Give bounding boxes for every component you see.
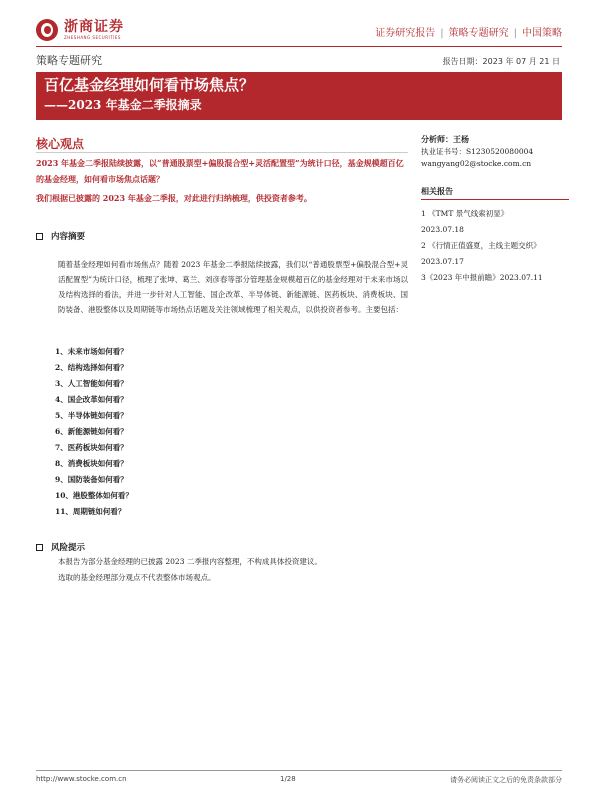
logo-icon: [36, 19, 58, 41]
analyst-email[interactable]: wangyang02@stocke.com.cn: [421, 159, 532, 168]
header-nav-item: 中国策略: [522, 28, 562, 39]
summary-paragraph: 随着基金经理如何看市场焦点？随着 2023 年基金二季报陆续披露，我们以“普通股票型+偏股混合型+灵活配置型”为统计口径，梳理了张坤、葛兰、刘彦春等部分管理基金规模超百亿的基金经理对于未来市场以及结构选择的看法，并进一步针对人工智能、国企改革、半导体链、新能源链、医药板块、消费板块、国防装备、港股整体以及周期链等市场热点话题及关注领域梳理了相关观点，以供投资者参考。主要包括：: [58, 260, 408, 314]
report-category: 策略专题研究: [36, 54, 102, 67]
risk-heading: [36, 541, 85, 553]
related-reports-heading: 相关报告: [421, 186, 569, 200]
related-report-item[interactable]: 3《2023 年中报前瞻》2023.07.11: [421, 273, 543, 282]
footer-disclaimer: 请务必阅读正文之后的免责条款部分: [450, 776, 562, 784]
list-item: 8、消费板块如何看？: [55, 459, 128, 468]
list-item: 9、国防装备如何看？: [55, 475, 128, 484]
report-title: 百亿基金经理如何看市场焦点？: [44, 76, 255, 94]
related-report-item[interactable]: 1 《TMT 景气线索初显》: [421, 209, 509, 218]
risk-line: 选取的基金经理部分观点不代表整体市场观点。: [58, 573, 216, 582]
list-item: 3、人工智能如何看？: [55, 379, 128, 388]
list-item: 10、港股整体如何看？: [55, 491, 133, 500]
logo-name: 浙商证券: [64, 19, 124, 35]
header-nav: 证券研究报告 | 策略专题研究 | 中国策略: [375, 28, 562, 39]
report-date: 报告日期：2023 年 07 月 21 日: [442, 57, 560, 66]
list-item: 11、周期链如何看？: [55, 507, 126, 516]
list-item: 7、医药板块如何看？: [55, 443, 128, 452]
topic-list: [55, 344, 133, 520]
square-bullet-icon: [36, 233, 43, 240]
core-views-paragraph: 2023 年基金二季报陆续披露，以“普通股票型+偏股混合型+灵活配置型”为统计口径，基金规模超百亿的基金经理，如何看市场焦点话题？: [36, 158, 404, 184]
related-report-item[interactable]: 2 《行情正值盛夏，主线主题交织》 2023.07.17: [421, 241, 541, 266]
risk-heading-label: 风险提示: [51, 543, 86, 553]
footer-divider: [36, 770, 562, 771]
analyst-license: 执业证书号：S1230520080004: [421, 147, 534, 156]
risk-line: 本报告为部分基金经理的已披露 2023 二季报内容整理，不构成具体投资建议。: [58, 557, 322, 566]
analyst-name: 分析师：王杨: [421, 134, 469, 144]
summary-heading-label: 内容摘要: [51, 232, 86, 242]
list-item: 2、结构选择如何看？: [55, 363, 128, 372]
core-views-paragraph: 我们根据已披露的 2023 年基金二季报，对此进行归纳梳理，供投资者参考。: [36, 193, 312, 203]
report-subtitle: ——2023 年基金二季报摘录: [44, 98, 202, 112]
list-item: 6、新能源链如何看？: [55, 427, 128, 436]
list-item: 5、半导体链如何看？: [55, 411, 128, 420]
logo-english-name: ZHESHANG SECURITIES: [64, 35, 121, 40]
risk-text: [58, 554, 408, 586]
header-divider: [36, 46, 562, 47]
footer-url[interactable]: http://www.stocke.com.cn: [36, 775, 127, 783]
core-views-divider: [36, 152, 408, 153]
related-report-date: 2023.07.18: [421, 225, 464, 234]
company-logo: [36, 14, 124, 46]
header-nav-item: 证券研究报告: [375, 28, 436, 39]
list-item: 1、未来市场如何看？: [55, 347, 128, 356]
square-bullet-icon: [36, 544, 43, 551]
title-banner: [36, 72, 562, 120]
header-nav-item: 策略专题研究: [448, 28, 509, 39]
sidebar: [421, 133, 569, 286]
page-number: 1/28: [280, 775, 296, 783]
core-views-heading: 核心观点: [36, 137, 85, 151]
list-item: 4、国企改革如何看？: [55, 395, 128, 404]
summary-heading: [36, 230, 85, 242]
